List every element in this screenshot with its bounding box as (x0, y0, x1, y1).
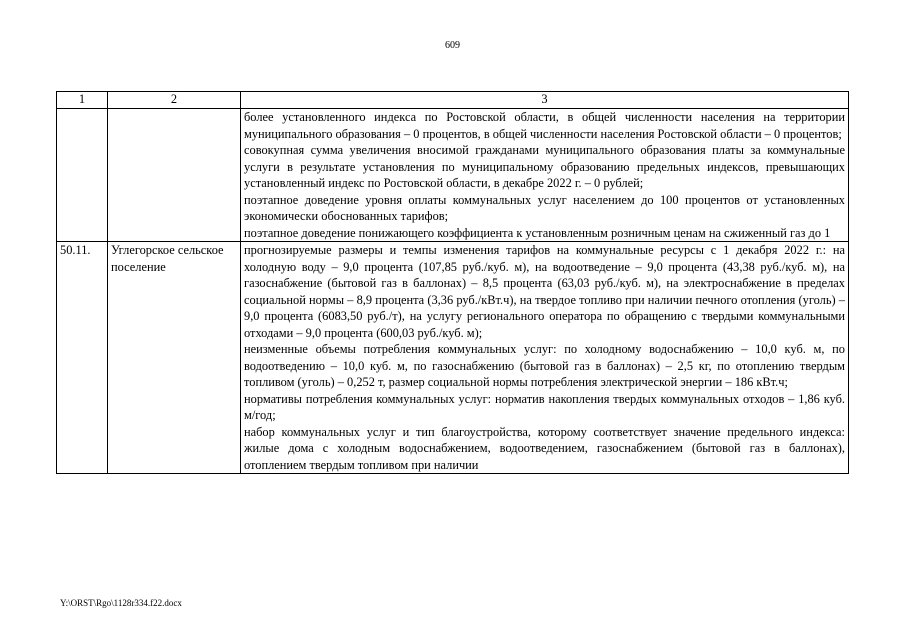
row-description (241, 242, 849, 474)
row-number: 50.11. (57, 242, 108, 474)
paragraph: более установленного индекса по Ростовской области, в общей численности населения на территории муниципального образования – 0 процентов, в общей численности населения Ростовской области – 0 процентов; (244, 110, 845, 141)
footer-file-path: Y:\ORST\Rgo\1128r334.f22.docx (60, 598, 182, 608)
column-header-1: 1 (57, 92, 108, 109)
page-number: 609 (445, 40, 460, 51)
column-header-3: 3 (241, 92, 849, 109)
document-table (56, 91, 849, 474)
table-row (57, 242, 849, 474)
paragraph: неизменные объемы потребления коммунальных услуг: по холодному водоснабжению – 10,0 куб. м, по водоотведению – 10,0 куб. м, по газоснабжению (бытовой газ в баллонах) – 2,5 кг, по отоплению твердым топливом (уголь) – 0,252 т, размер социальной нормы потребления электрической энергии – 186 кВт.ч; (244, 342, 845, 389)
paragraph: поэтапное доведение понижающего коэффициента к установленным розничным ценам на сжиженный газ до 1 (244, 225, 831, 240)
table-header-row (57, 92, 849, 109)
paragraph: набор коммунальных услуг и тип благоустройства, которому соответствует значение предельного индекса: жилые дома с холодным водоснабжением, водоотведением, газоснабжением (бытовой газ в баллонах), отоплением твердым топливом при наличии (244, 424, 845, 472)
settlement-name (108, 109, 241, 242)
paragraph: нормативы потребления коммунальных услуг: норматив накопления твердых коммунальных отходов – 1,86 куб. м/год; (244, 391, 845, 422)
settlement-name: Углегорское сельское поселение (108, 242, 241, 474)
row-description (241, 109, 849, 242)
paragraph: прогнозируемые размеры и темпы изменения тарифов на коммунальные ресурсы с 1 декабря 2022 г.: на холодную воду – 9,0 процента (107,85 руб./куб. м), на водоотведение – 9,0 процента (43,38 руб./куб. м), на газоснабжение (бытовой газ в баллонах) – 8,5 процента (63,03 руб./куб. м), на электроснабжение в пределах социальной нормы – 8,9 процента (3,36 руб./кВт.ч), на твердое топливо при наличии печного отопления (уголь) – 9,0 процента (6083,50 руб./т), на услугу регионального оператора по обращению с твердыми коммунальными отходами – 9,0 процента (600,03 руб./куб. м); (244, 243, 845, 340)
column-header-2: 2 (108, 92, 241, 109)
paragraph: поэтапное доведение уровня оплаты коммунальных услуг населением до 100 процентов от установленных экономически обоснованных тарифов; (244, 192, 845, 223)
row-number (57, 109, 108, 242)
table-row (57, 109, 849, 242)
paragraph: совокупная сумма увеличения вносимой гражданами муниципального образования платы за коммунальные услуги в результате установления по муниципальному образованию предельных индексов, превышающих установленный индекс по Ростовской области, в декабре 2022 г. – 0 рублей; (244, 143, 845, 190)
